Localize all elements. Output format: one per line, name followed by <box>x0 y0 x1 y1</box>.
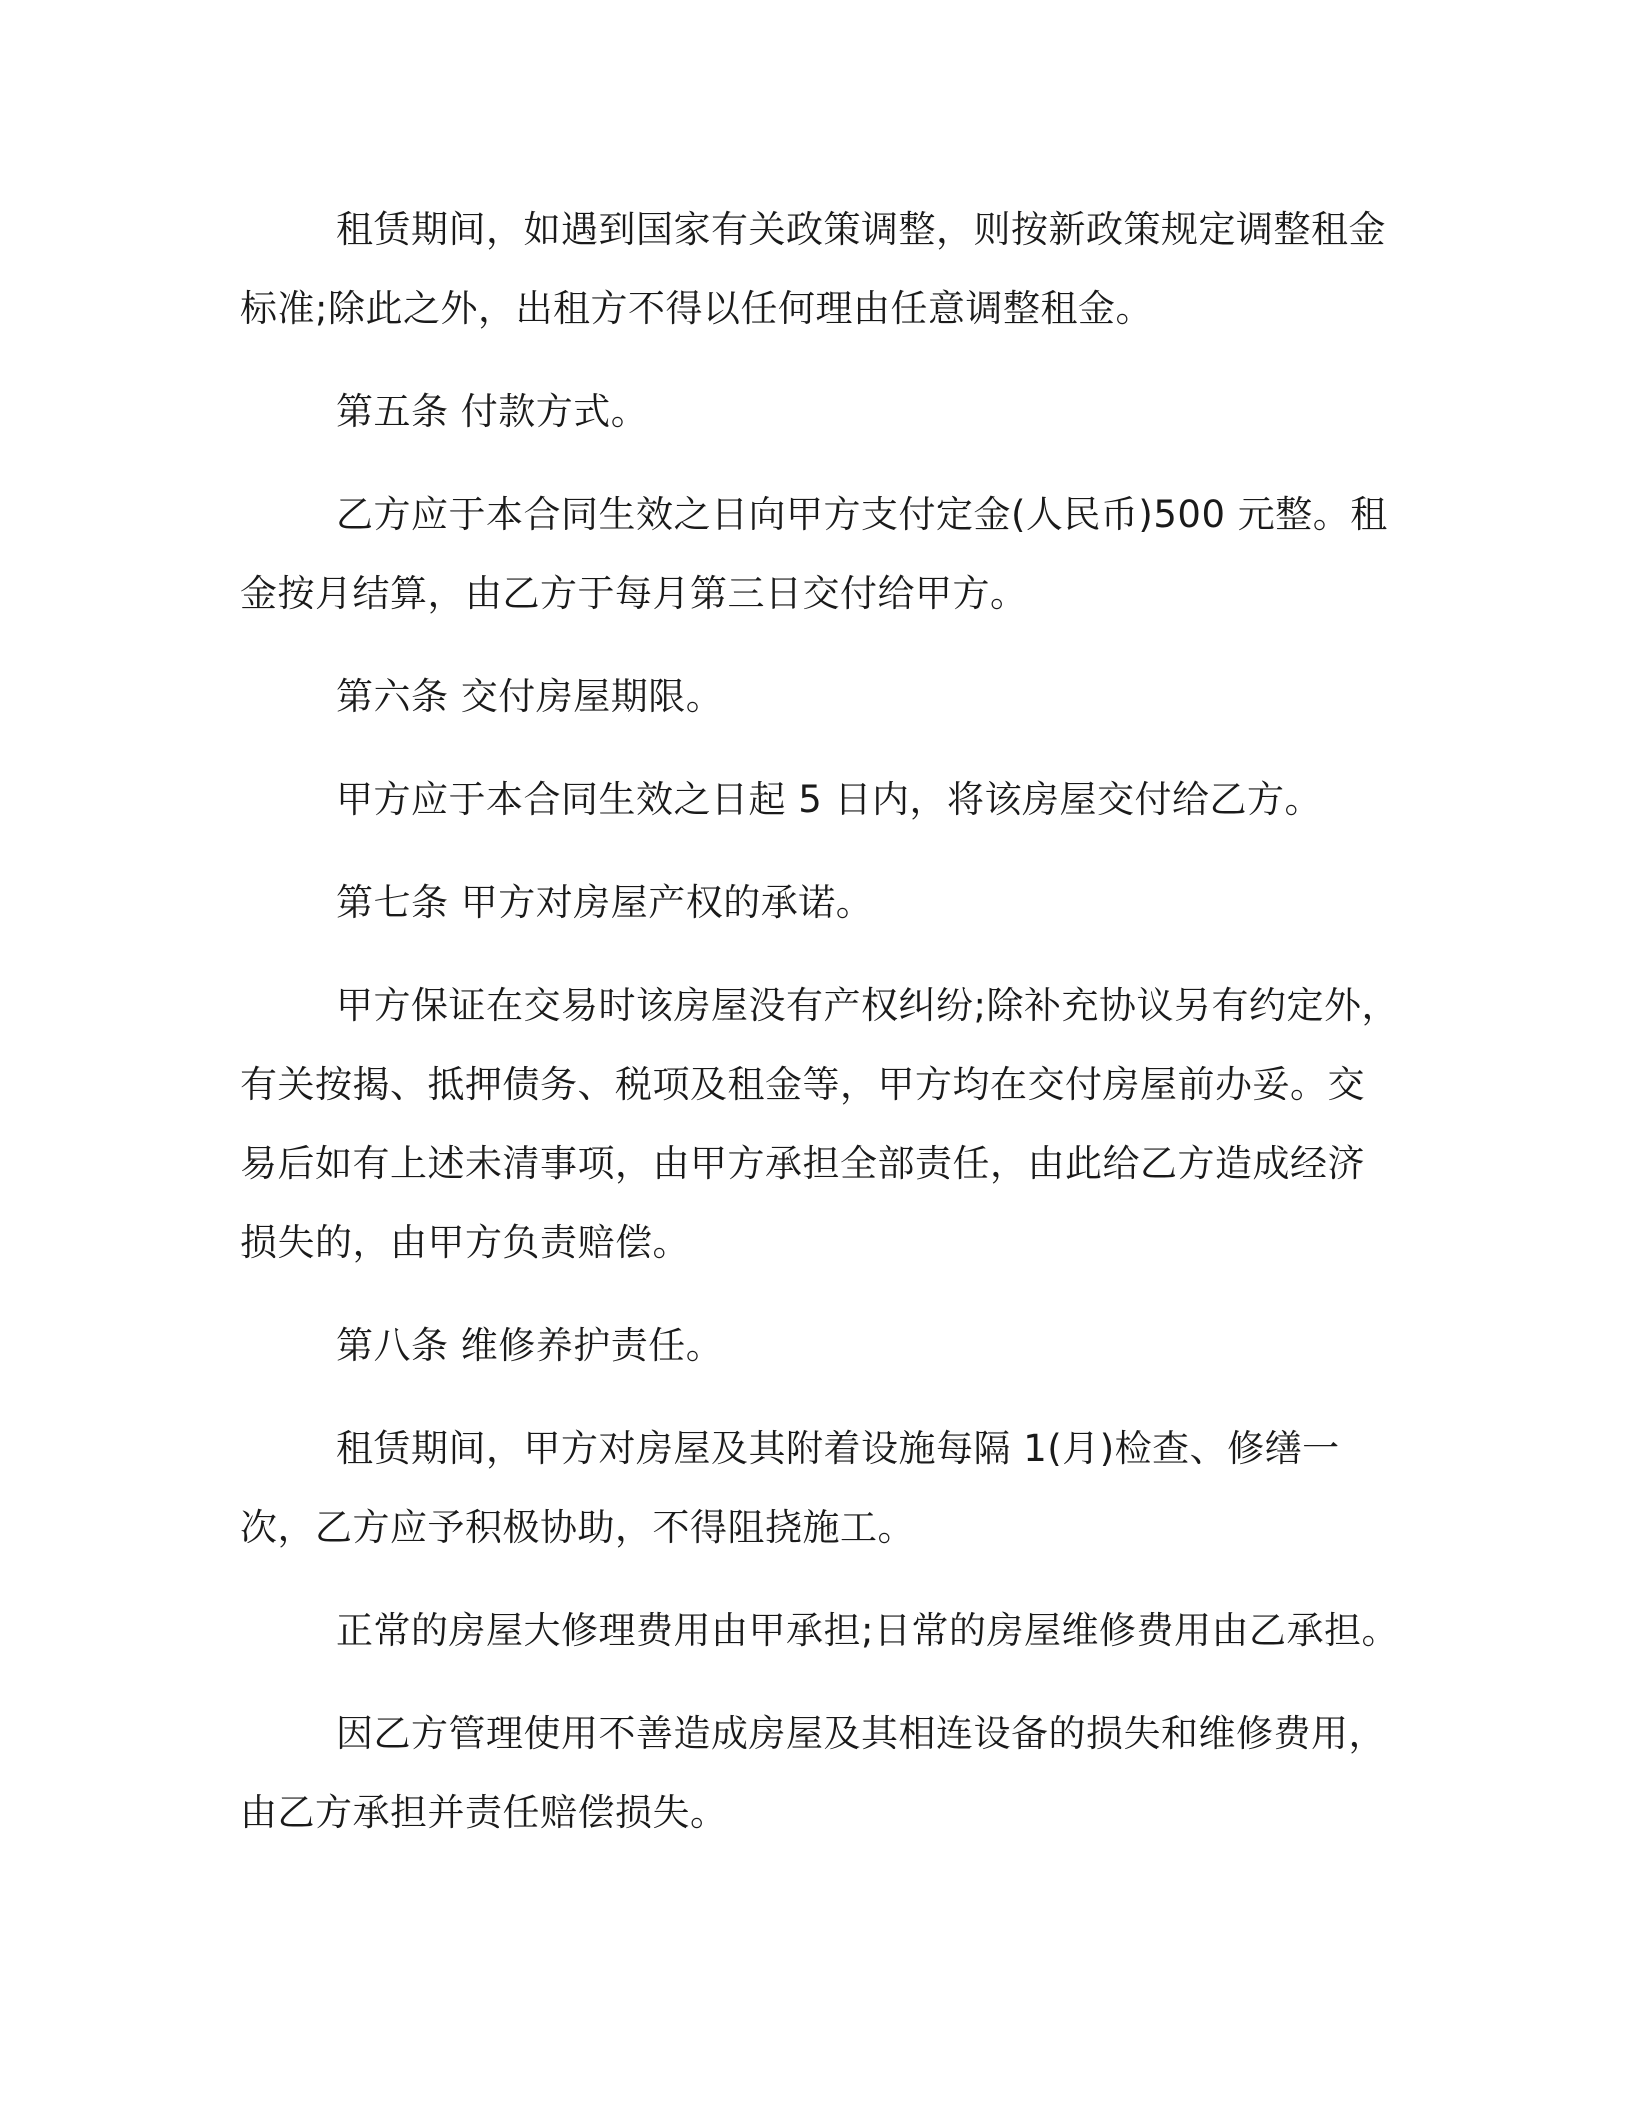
article-5-heading: 第五条 付款方式。 <box>336 390 649 433</box>
article-7-heading: 第七条 甲方对房屋产权的承诺。 <box>336 881 874 924</box>
paragraph-repair-costs: 正常的房屋大修理费用由甲承担;日常的房屋维修费用由乙承担。 <box>336 1609 1399 1652</box>
paragraph-property-rights: 甲方保证在交易时该房屋没有产权纠纷;除补充协议另有约定外，有关按揭、抵押债务、税项及租金等，甲方均在交付房屋前办妥。交易后如有上述未清事项，由甲方承担全部责任，由此给乙方造成经济损失的，由甲方负责赔偿。 <box>240 984 1399 1264</box>
article-6-heading: 第六条 交付房屋期限。 <box>336 675 724 718</box>
paragraph-inspection: 租赁期间，甲方对房屋及其附着设施每隔 1(月)检查、修缮一次，乙方应予积极协助，不得阻挠施工。 <box>240 1427 1340 1549</box>
document-body <box>240 190 1400 1876</box>
article-8-heading: 第八条 维修养护责任。 <box>336 1324 724 1367</box>
paragraph-rent-adjustment: 租赁期间，如遇到国家有关政策调整，则按新政策规定调整租金标准;除此之外，出租方不得以任何理由任意调整租金。 <box>240 208 1386 330</box>
paragraph-tenant-liability: 因乙方管理使用不善造成房屋及其相连设备的损失和维修费用，由乙方承担并责任赔偿损失。 <box>240 1712 1386 1834</box>
paragraph-delivery-deadline: 甲方应于本合同生效之日起 5 日内，将该房屋交付给乙方。 <box>336 778 1323 821</box>
paragraph-payment: 乙方应于本合同生效之日向甲方支付定金(人民币)500 元整。租金按月结算，由乙方于每月第三日交付给甲方。 <box>240 493 1388 615</box>
